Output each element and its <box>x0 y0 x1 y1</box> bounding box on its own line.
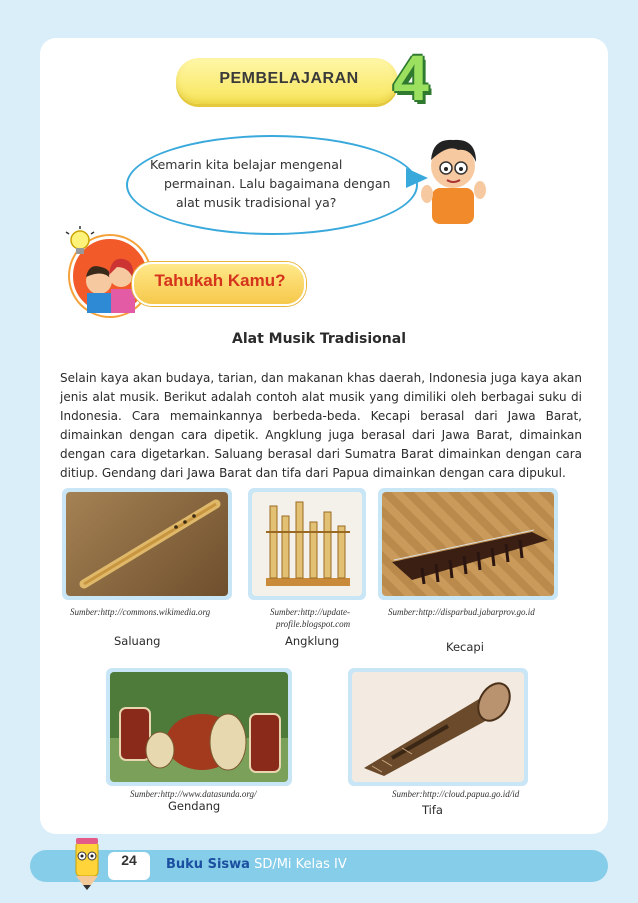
pencil-mascot-icon <box>62 836 112 892</box>
kecapi-photo <box>378 488 558 600</box>
lightbulb-icon <box>60 224 100 264</box>
speech-line-1: Kemarin kita belajar mengenal <box>150 157 343 172</box>
gendang-caption: Gendang <box>168 799 221 813</box>
angklung-source: Sumber:http://update- profile.blogspot.com <box>270 607 351 629</box>
kecapi-source: Sumber:http://disparbud.jabarprov.go.id <box>388 607 535 617</box>
speech-line-3: alat musik tradisional ya? <box>176 195 337 210</box>
saluang-source: Sumber:http://commons.wikimedia.org <box>70 607 211 617</box>
tifa-photo <box>348 668 528 786</box>
gendang-source: Sumber:http://www.datasunda.org/ <box>130 789 257 799</box>
speech-line-2: permainan. Lalu bagaimana dengan <box>164 176 391 191</box>
lesson-title: PEMBELAJARAN <box>219 70 359 87</box>
page-number: 24 <box>108 852 150 880</box>
saluang-photo <box>62 488 232 600</box>
angklung-caption: Angklung <box>285 634 340 648</box>
angklung-photo <box>248 488 366 600</box>
tahukah-label: Tahukah Kamu? <box>154 271 286 290</box>
saluang-caption: Saluang <box>114 634 161 648</box>
tifa-source: Sumber:http://cloud.papua.go.id/id <box>392 789 520 799</box>
tifa-caption: Tifa <box>422 803 443 817</box>
speech-text <box>150 155 400 212</box>
gendang-photo <box>106 668 292 786</box>
book-title: Buku Siswa SD/Mi Kelas IV <box>166 857 347 872</box>
kecapi-caption: Kecapi <box>446 640 484 654</box>
section-title: Alat Musik Tradisional <box>231 331 406 347</box>
boy-character-illustration <box>418 128 488 224</box>
section-paragraph: Selain kaya akan budaya, tarian, dan makanan khas daerah, Indonesia juga kaya akan jenis alat musik. Berikut adalah contoh alat musik yang dimiliki oleh berbagai suku di Indonesia. Cara memainkannya berbeda-beda. Kecapi berasal dari Jawa Barat, dimainkan dengan cara dipetik. Angklung juga berasal dari Jawa Barat, dimainkan dengan cara digetarkan. Saluang berasal dari Sumatra Barat dimainkan dengan cara ditiup. Gendang dari Jawa Barat dan tifa dari Papua dimainkan dengan cara dipukul. <box>60 371 582 480</box>
lesson-number: 4 <box>393 42 429 114</box>
